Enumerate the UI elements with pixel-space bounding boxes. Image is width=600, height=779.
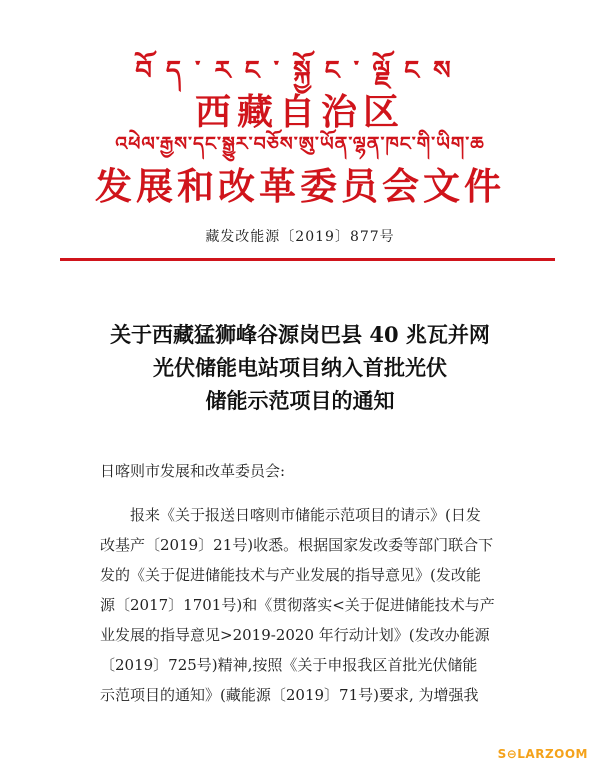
notice-title-line: 储能示范项目的通知: [205, 388, 395, 413]
body-line: 报来《关于报送日喀则市储能示范项目的请示》(日发: [130, 506, 481, 524]
tibetan-header-top: བོད་རང་སྐྱོང་ལྗོངས: [135, 56, 465, 86]
body-line: 业发展的指导意见>2019-2020 年行动计划》(发改办能源: [100, 626, 490, 644]
body-line: 源〔2017〕1701号)和《贯彻落实<关于促进储能技术与产: [100, 596, 495, 614]
region-title: 西藏自治区: [194, 91, 405, 133]
salutation: 日喀则市发展和改革委员会:: [100, 462, 286, 480]
document-number: 藏发改能源〔2019〕877号: [205, 229, 395, 245]
watermark-logo: S⊖LARZOOM: [497, 747, 588, 761]
department-title: 发展和改革委员会文件: [95, 164, 505, 208]
body-line: 改基产〔2019〕21号)收悉。根据国家发改委等部门联合下: [100, 536, 494, 554]
red-divider: [60, 258, 555, 261]
body-line: 〔2019〕725号)精神,按照《关于申报我区首批光伏储能: [100, 656, 478, 674]
body-line: 示范项目的通知》(藏能源〔2019〕71号)要求, 为增强我: [100, 686, 479, 704]
body-paragraph: [100, 500, 530, 710]
body-line: 发的《关于促进储能技术与产业发展的指导意见》(发改能: [100, 566, 481, 584]
notice-title-line: 光伏储能电站项目纳入首批光伏: [153, 355, 447, 380]
tibetan-header-bottom: འཕེལ་རྒྱས་དང་སྒྱུར་བཅོས་ཨུ་ཡོན་ལྷན་ཁང་གི་ཡིག་ཆ: [115, 133, 485, 155]
notice-title-line: 关于西藏猛狮峰谷源岗巴县 40 兆瓦并网: [110, 322, 490, 347]
notice-title: [0, 318, 600, 417]
